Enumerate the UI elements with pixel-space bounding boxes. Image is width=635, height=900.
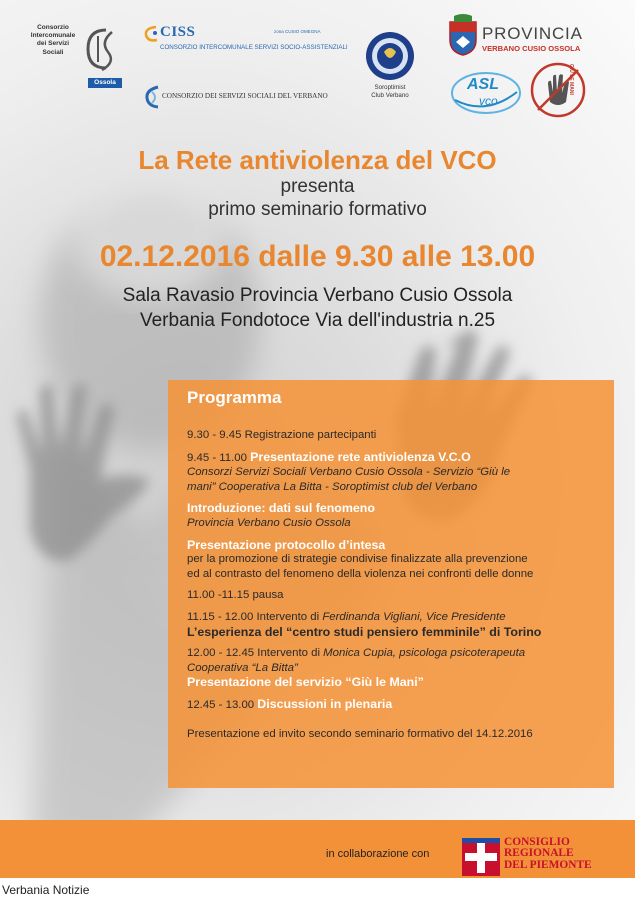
venue-line-1: Sala Ravasio Provincia Verbano Cusio Ossola: [122, 285, 513, 306]
program-item-title: Presentazione protocollo d’intesa: [187, 537, 386, 552]
verbano-mark-icon: [142, 84, 162, 110]
ciss-consortium-subtitle: CONSORZIO INTERCOMUNALE SERVIZI SOCIO-ASSISTENZIALI: [160, 44, 348, 51]
program-item-discussion: [187, 697, 607, 713]
collaboration-text: in collaborazione con: [326, 848, 430, 860]
soroptimist-text: Soroptimist Club Verbano: [371, 84, 409, 99]
venue-line-2: Verbania Fondotoce Via dell'industria n.25: [139, 310, 496, 331]
program-item-registration: [187, 428, 607, 443]
program-item-title: Introduzione: dati sul fenomeno: [187, 501, 375, 516]
event-title: La Rete antiviolenza del VCO: [138, 145, 497, 175]
program-item-vigliani: [187, 610, 607, 639]
program-closing-note: [187, 727, 607, 742]
program-item-text: 11.00 -11.15 pausa: [187, 589, 284, 602]
provincia-logo: [446, 14, 606, 58]
asl-vco-text: vco: [479, 94, 498, 108]
program-item-speaker: Ferdinanda Vigliani, Vice Presidente: [322, 610, 506, 623]
ciss-mark-icon: [82, 22, 118, 76]
program-item-time: 9.45 - 11.00: [187, 451, 251, 464]
source-credit: Verbania Notizie: [2, 883, 90, 897]
consiglio-regionale-text: CONSIGLIO REGIONALE DEL PIEMONTE: [504, 836, 592, 871]
provincia-crest-icon: [446, 14, 480, 56]
program-item-desc: mani” Cooperativa La Bitta - Soroptimist club del Verbano: [187, 480, 478, 493]
giu-le-mani-logo: [530, 62, 586, 118]
verbano-social-services-logo: [142, 84, 342, 110]
program-item-cupia: [187, 646, 607, 690]
program-item-text: 9.30 - 9.45 Registrazione partecipanti: [187, 429, 377, 441]
ciss-consortium-name: CISS: [160, 24, 196, 40]
program-item-network-presentation: [187, 450, 607, 495]
ciss-consortium-logo: [142, 22, 348, 62]
consiglio-regionale-logo: [462, 838, 592, 876]
program-item-break: [187, 588, 607, 603]
program-title: Programma: [187, 388, 282, 407]
program-box: [168, 380, 614, 788]
program-closing-text: Presentazione ed invito secondo seminario formativo del 14.12.2016: [187, 727, 533, 740]
ciss-ossola-badge: Ossola: [88, 78, 122, 88]
program-list: [187, 428, 607, 748]
event-date: 02.12.2016 dalle 9.30 alle 13.00: [99, 240, 536, 273]
provincia-subtitle: VERBANO CUSIO OSSOLA: [482, 44, 581, 53]
verbano-social-services-text: CONSORZIO DEI SERVIZI SOCIALI DEL VERBANO: [162, 92, 328, 100]
program-item-time: 12.00 - 12.45 Intervento di: [187, 647, 324, 660]
program-item-desc: ed al contrasto del fenomeno della violenza nei confronti delle donne: [187, 567, 534, 580]
program-item-time: 11.15 - 12.00 Intervento di: [187, 610, 323, 623]
program-item-title: Discussioni in plenaria: [257, 696, 393, 711]
seminar-subtitle: primo seminario formativo: [208, 199, 427, 220]
giu-le-mani-hand-icon: [530, 62, 586, 118]
ciss-ossola-text: Consorzio Intercomunale dei Servizi Sociali: [30, 24, 76, 56]
program-item-title: Presentazione del servizio “Giù le Mani”: [187, 675, 424, 690]
soroptimist-logo: [364, 30, 416, 100]
footer-bar: [0, 820, 635, 878]
program-item-title: Presentazione rete antiviolenza V.C.O: [250, 449, 471, 464]
program-item-org: Cooperativa “La Bitta”: [187, 661, 298, 674]
program-item-desc: Provincia Verbano Cusio Ossola: [187, 516, 351, 529]
ciss-swirl-icon: [142, 24, 160, 44]
asl-name: ASL: [467, 76, 499, 93]
giu-le-mani-text: GIÙ LE MANI: [568, 64, 574, 95]
ciss-consortium-zone: zona CUSIO OMEGNA: [274, 29, 321, 34]
program-item-time: 12.45 - 13.00: [187, 698, 258, 711]
asl-vco-logo: [449, 70, 523, 116]
presenta-text: presenta: [280, 176, 355, 197]
program-item-protocol: [187, 538, 607, 582]
piemonte-flag-icon: [462, 838, 500, 876]
provincia-name: PROVINCIA: [482, 24, 583, 43]
program-item-speaker: Monica Cupia, psicologa psicoterapeuta: [323, 647, 526, 660]
program-item-title: L’esperienza del “centro studi pensiero femminile” di Torino: [187, 624, 542, 639]
program-item-desc: Consorzi Servizi Sociali Verbano Cusio Ossola - Servizio “Giù le: [187, 466, 511, 479]
program-item-introduction: [187, 501, 607, 530]
ciss-ossola-logo: [22, 20, 120, 90]
program-item-desc: per la promozione di strategie condivise finalizzate alla prevenzione: [187, 553, 528, 566]
soroptimist-emblem-icon: [364, 30, 416, 82]
